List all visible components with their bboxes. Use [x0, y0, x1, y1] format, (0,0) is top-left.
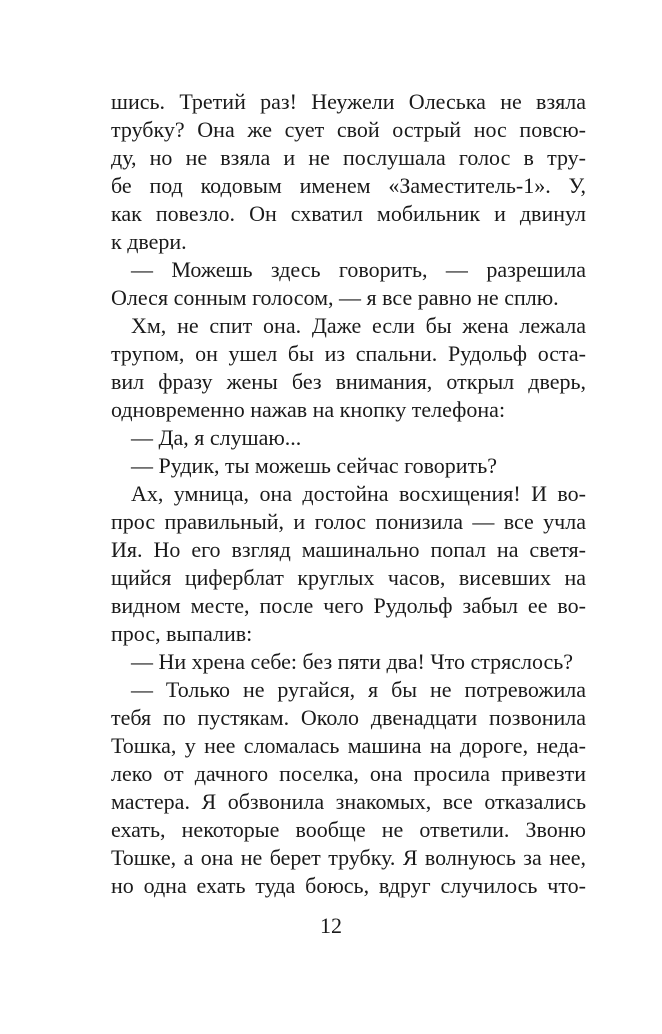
- text-line: ехать, некоторые вообще не ответили. Звоню: [111, 817, 586, 842]
- text-line: одновременно нажав на кнопку телефона:: [111, 397, 506, 422]
- text-line: Тошке, а она не берет трубку. Я волнуюсь за нее,: [111, 845, 586, 870]
- text-line: Хм, не спит она. Даже если бы жена лежала: [131, 313, 586, 338]
- text-line: леко от дачного поселка, она просила привезти: [111, 761, 586, 786]
- text-line: шись. Третий раз! Неужели Олеська не взяла: [111, 89, 586, 114]
- text-line: вил фразу жены без внимания, открыл дверь,: [111, 369, 586, 394]
- text-line: — Ни хрена себе: без пяти два! Что стряслось?: [131, 649, 574, 674]
- page-body-text: [111, 88, 586, 900]
- text-line: но одна ехать туда боюсь, вдруг случилось что-: [111, 873, 586, 898]
- text-line: мастера. Я обзвонила знакомых, все отказались: [111, 789, 586, 814]
- text-line: прос, выпалив:: [111, 621, 253, 646]
- text-line: щийся циферблат круглых часов, висевших на: [111, 565, 586, 590]
- text-line: прос правильный, и голос понизила — все учла: [111, 509, 586, 534]
- text-line: ду, но не взяла и не послушала голос в тру-: [111, 145, 586, 170]
- text-line: — Да, я слушаю...: [131, 425, 302, 450]
- text-line: Тошка, у нее сломалась машина на дороге, неда-: [111, 733, 586, 758]
- text-line: — Только не ругайся, я бы не потревожила: [131, 677, 586, 702]
- text-line: Ах, умница, она достойна восхищения! И во-: [131, 481, 586, 506]
- text-line: Олеся сонным голосом, — я все равно не сплю.: [111, 285, 559, 310]
- page-number: 12: [320, 913, 342, 938]
- text-line: трупом, он ушел бы из спальни. Рудольф оста-: [111, 341, 586, 366]
- text-line: Ия. Но его взгляд машинально попал на светя-: [111, 537, 586, 562]
- text-line: трубку? Она же сует свой острый нос повсю-: [111, 117, 586, 142]
- text-line: бе под кодовым именем «Заместитель-1». У,: [111, 173, 586, 198]
- text-line: тебя по пустякам. Около двенадцати позвонила: [111, 705, 586, 730]
- text-line: видном месте, после чего Рудольф забыл ее во-: [111, 593, 586, 618]
- text-line: к двери.: [111, 229, 187, 254]
- text-line: — Рудик, ты можешь сейчас говорить?: [131, 453, 497, 478]
- text-line: как повезло. Он схватил мобильник и двинул: [111, 201, 586, 226]
- text-line: — Можешь здесь говорить, — разрешила: [131, 257, 586, 282]
